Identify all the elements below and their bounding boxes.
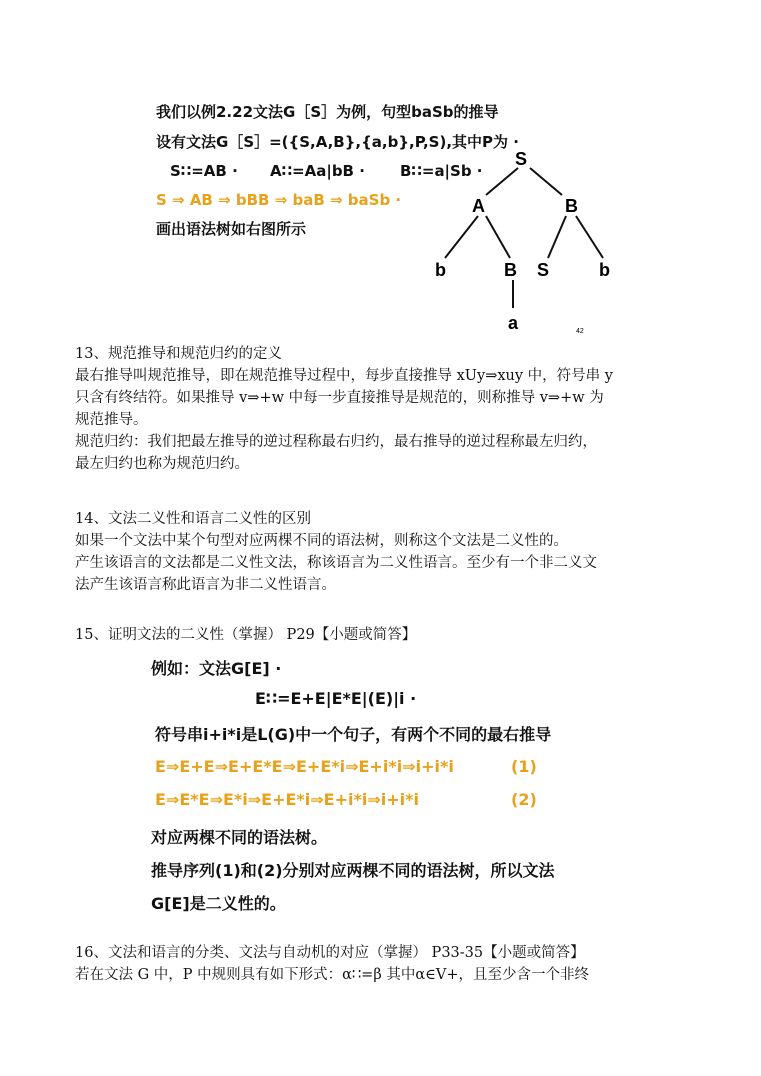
section-14-p2: 产生该语言的文法都是二义性文法，称该语言为二义性语言。至少有一个非二义文: [75, 555, 597, 571]
tree-edge: [576, 216, 603, 258]
section-16: [75, 942, 589, 986]
section-14: [75, 508, 597, 596]
derivation-2: E⇒E*E⇒E*i⇒E+E*i⇒E+i*i⇒i+i*i: [155, 790, 419, 809]
tree-edge: [486, 168, 518, 195]
tree-node-rl: S: [537, 260, 550, 280]
tree-edge: [445, 216, 478, 258]
tree-node-leaf: a: [508, 313, 519, 333]
section-14-p3: 法产生该语言称此语言为非二义性语言。: [75, 577, 336, 593]
derivation-1-number: (1): [511, 757, 537, 776]
example-line-1: 例如：文法G[E] ·: [151, 659, 282, 678]
tree-node-root: S: [515, 149, 528, 169]
tree-node-rr: b: [599, 260, 610, 280]
tree-edge: [548, 216, 566, 258]
example-line-2: E∷=E+E|E*E|(E)|i ·: [255, 689, 417, 708]
tree-node-lr: B: [504, 260, 517, 280]
derivation-2-number: (2): [511, 790, 537, 809]
slide-line-5: 画出语法树如右图所示: [156, 220, 307, 238]
slide-derivation: S ⇒ AB ⇒ bBB ⇒ baB ⇒ baSb ·: [156, 191, 402, 209]
example-line-8: G[E]是二义性的。: [151, 894, 286, 913]
section-16-p1: 若在文法 G 中，P 中规则具有如下形式：α∷=β 其中α∈V+，且至少含一个非终: [75, 967, 589, 983]
slide-page-number: 42: [576, 328, 584, 335]
section-13-p3: 规范推导。: [75, 412, 148, 428]
example-line-7: 推导序列(1)和(2)分别对应两棵不同的语法树，所以文法: [151, 861, 555, 880]
example-line-3: 符号串i+i*i是L(G)中一个句子，有两个不同的最右推导: [155, 725, 552, 744]
tree-node-ll: b: [435, 260, 446, 280]
tree-edge: [486, 216, 510, 258]
section-13-p4: 规范归约：我们把最左推导的逆过程称最右归约，最右推导的逆过程称最左归约，: [75, 434, 597, 450]
tree-edge: [530, 168, 562, 195]
example-line-6: 对应两棵不同的语法树。: [151, 828, 328, 847]
syntax-tree: [420, 140, 640, 340]
section-13-p1: 最右推导叫规范推导，即在规范推导过程中，每步直接推导 xUy⇒xuy 中，符号串 y: [75, 368, 613, 384]
section-14-title: 14、文法二义性和语言二义性的区别: [75, 511, 311, 527]
slide-line-2: 设有文法G［S］=({S,A,B},{a,b},P,S),其中P为 ·: [156, 133, 519, 151]
section-13-p5: 最左归约也称为规范归约。: [75, 456, 249, 472]
slide-rule-2: A∷=Aa|bB ·: [270, 162, 365, 180]
section-14-p1: 如果一个文法中某个句型对应两棵不同的语法树，则称这个文法是二义性的。: [75, 533, 568, 549]
derivation-1: E⇒E+E⇒E+E*E⇒E+E*i⇒E+i*i⇒i+i*i: [155, 757, 454, 776]
slide-rule-3: B∷=a|Sb ·: [400, 162, 483, 180]
slide-line-1: 我们以例2.22文法G［S］为例，句型baSb的推导: [156, 103, 499, 121]
section-13: [75, 343, 613, 475]
tree-node-right: B: [565, 196, 578, 216]
slide-rule-1: S∷=AB ·: [170, 162, 238, 180]
section-15-title: 15、证明文法的二义性（掌握） P29【小题或简答】: [75, 627, 417, 643]
section-16-title: 16、文法和语言的分类、文法与自动机的对应（掌握） P33-35【小题或简答】: [75, 945, 585, 961]
section-13-title: 13、规范推导和规范归约的定义: [75, 346, 282, 362]
tree-node-left: A: [472, 196, 485, 216]
section-13-p2: 只含有终结符。如果推导 v⇒+w 中每一步直接推导是规范的，则称推导 v⇒+w 为: [75, 390, 604, 406]
